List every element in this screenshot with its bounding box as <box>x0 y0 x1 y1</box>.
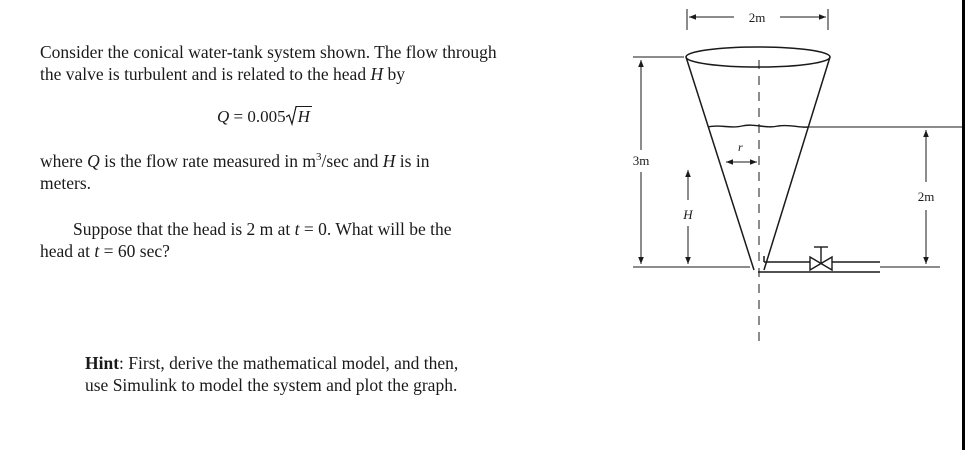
var-t-1: t <box>294 219 300 239</box>
where-post: /sec and <box>321 151 383 171</box>
top-width-dimension <box>687 9 828 30</box>
tank-cone <box>686 47 830 345</box>
hint-text: : First, derive the mathematical model, and then, <box>119 353 459 373</box>
head-dimension <box>682 170 693 264</box>
suppose-pre: Suppose that the head is 2 m at <box>73 219 295 239</box>
suppose-mid: = 0. What will be the <box>299 219 452 239</box>
var-H: H <box>370 64 384 84</box>
radius-label: r <box>738 140 743 154</box>
sqrt-sign <box>286 106 312 127</box>
hint-block <box>85 352 545 396</box>
where-end: is in <box>395 151 430 171</box>
question-statement <box>40 218 560 262</box>
flow-equation <box>217 106 312 127</box>
intro-line-1: Consider the conical water-tank system shown. The flow through <box>40 42 497 62</box>
eq-lhs: Q <box>217 107 230 126</box>
initial-head-label: 2m <box>917 189 935 204</box>
conical-tank-diagram <box>600 0 962 450</box>
height-label: 3m <box>632 153 650 168</box>
eq-coef: = 0.005 <box>229 107 286 126</box>
problem-statement <box>40 41 580 85</box>
initial-head-dimension <box>808 127 962 267</box>
suppose-line-2-post: = 60 sec? <box>99 241 170 261</box>
radius-indicator <box>726 140 757 162</box>
eq-radicand: H <box>297 107 310 126</box>
intro-line-2-pre: the valve is turbulent and is related to the head <box>40 64 371 84</box>
where-line-2: meters. <box>40 173 92 193</box>
where-statement <box>40 150 540 194</box>
hint-line-2: use Simulink to model the system and plot the graph. <box>85 375 458 395</box>
suppose-line-2-pre: head at <box>40 241 95 261</box>
where-mid: is the flow rate measured in m <box>99 151 317 171</box>
hint-label: Hint <box>85 353 120 373</box>
top-width-label: 2m <box>748 10 766 25</box>
radical-icon <box>286 106 297 126</box>
intro-line-2-post: by <box>383 64 405 84</box>
where-sup: 3 <box>316 151 322 164</box>
var-t-2: t <box>94 241 100 261</box>
var-H-2: H <box>382 151 396 171</box>
head-label: H <box>683 207 693 222</box>
valve-icon <box>810 247 832 270</box>
var-Q: Q <box>87 151 100 171</box>
where-pre: where <box>40 151 88 171</box>
